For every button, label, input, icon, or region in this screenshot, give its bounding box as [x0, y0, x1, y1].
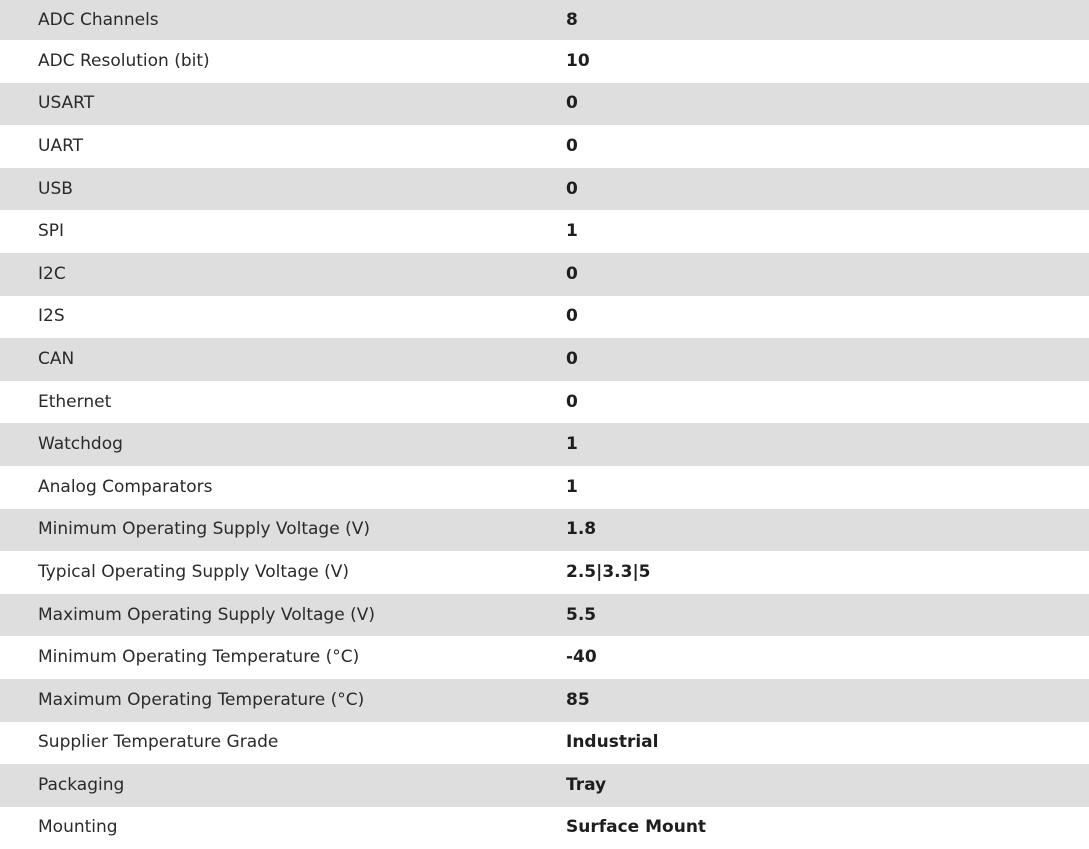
spec-label: Watchdog: [38, 434, 123, 455]
spec-label: Typical Operating Supply Voltage (V): [38, 561, 349, 582]
table-row: [0, 210, 1089, 253]
spec-label: Packaging: [38, 774, 125, 795]
spec-value: 1: [566, 221, 578, 242]
spec-label: ADC Channels: [38, 9, 159, 30]
spec-value: 0: [566, 306, 578, 327]
spec-label: Minimum Operating Supply Voltage (V): [38, 519, 370, 540]
spec-label: Maximum Operating Temperature (°C): [38, 689, 365, 710]
table-row: [0, 253, 1089, 296]
table-row: [0, 40, 1089, 83]
table-row: [0, 722, 1089, 765]
spec-value: 0: [566, 263, 578, 284]
table-row: [0, 83, 1089, 126]
spec-label: I2C: [38, 263, 66, 284]
spec-label: ADC Resolution (bit): [38, 50, 210, 71]
spec-value: 1.8: [566, 519, 597, 540]
spec-value: 1: [566, 476, 578, 497]
spec-value: 85: [566, 689, 590, 710]
spec-label: Minimum Operating Temperature (°C): [38, 647, 360, 668]
spec-value: 0: [566, 348, 578, 369]
spec-label: I2S: [38, 306, 65, 327]
spec-label: SPI: [38, 221, 65, 242]
spec-value: 0: [566, 391, 578, 412]
spec-value: Industrial: [566, 732, 659, 753]
table-row: [0, 466, 1089, 509]
spec-value: 0: [566, 93, 578, 114]
spec-label: Analog Comparators: [38, 476, 213, 497]
table-row: [0, 551, 1089, 594]
table-row: [0, 509, 1089, 552]
spec-value: Tray: [566, 774, 607, 795]
table-row: [0, 807, 1089, 849]
table-row: [0, 594, 1089, 637]
spec-label: UART: [38, 135, 84, 156]
table-row: [0, 296, 1089, 339]
spec-value: Surface Mount: [566, 817, 707, 838]
table-row: [0, 381, 1089, 424]
table-row: [0, 679, 1089, 722]
spec-label: Mounting: [38, 817, 118, 838]
spec-value: 0: [566, 178, 578, 199]
spec-label: Maximum Operating Supply Voltage (V): [38, 604, 375, 625]
spec-label: USB: [38, 178, 73, 199]
table-row: [0, 338, 1089, 381]
spec-value: 10: [566, 50, 590, 71]
spec-label: CAN: [38, 348, 75, 369]
table-row: [0, 764, 1089, 807]
spec-value: 1: [566, 434, 578, 455]
table-row: [0, 125, 1089, 168]
table-row: [0, 423, 1089, 466]
table-row: [0, 168, 1089, 211]
table-row: [0, 0, 1089, 40]
spec-value: 2.5|3.3|5: [566, 561, 651, 582]
spec-label: USART: [38, 93, 95, 114]
spec-label: Supplier Temperature Grade: [38, 732, 279, 753]
spec-value: 8: [566, 9, 578, 30]
spec-value: 0: [566, 135, 578, 156]
table-row: [0, 636, 1089, 679]
spec-value: -40: [566, 647, 597, 668]
spec-value: 5.5: [566, 604, 597, 625]
spec-label: Ethernet: [38, 391, 112, 412]
